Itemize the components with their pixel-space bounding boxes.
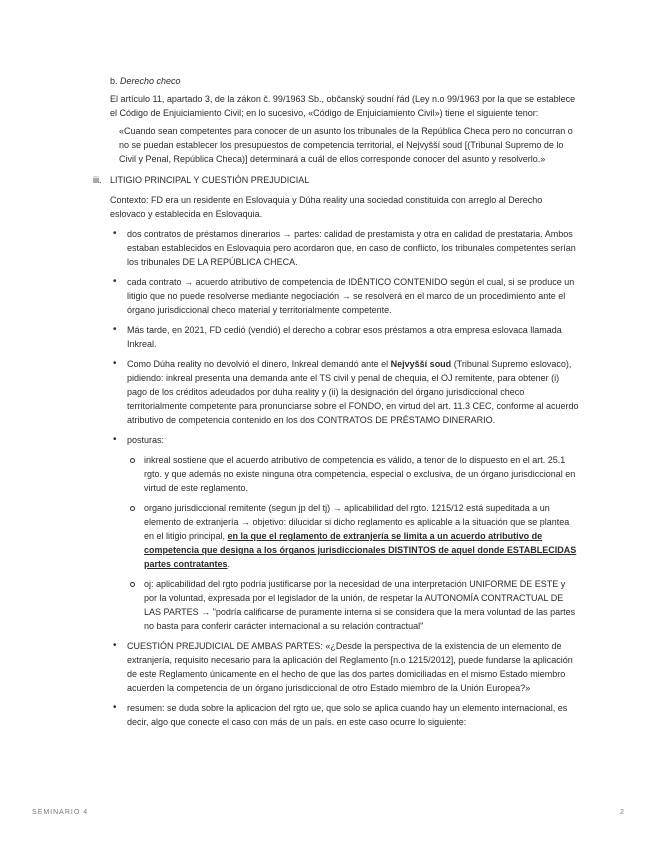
subsection-marker: b. <box>110 76 118 86</box>
subsection-title: Derecho checo <box>120 76 181 86</box>
page-number: 2 <box>620 809 624 816</box>
bullet-list <box>110 227 580 729</box>
context-paragraph: Contexto: FD era un residente en Eslovaquia y Dúha reality una sociedad constituida con arreglo al Derecho eslovaco y establecida en Eslovaquia. <box>110 195 543 219</box>
position-oj: oj: aplicabilidad del rgto podría justificarse por la necesidad de una interpretación UNIFORME DE ESTE y por la voluntad, expresada por el legislador de la unión, de respetar la AUTONOMÍA CONTRACTUAL DE LAS PARTES → "podría calificarse de puramente interna si se considera que la mera voluntad de las partes no basta para conferir carácter internacional a su relación contractual" <box>127 577 580 633</box>
checo-paragraph: El artículo 11, apartado 3, de la zákon č. 99/1963 Sb., občanský soudní řád (Ley n.o 99/1963 por la que se establece el Código de Enjuiciamiento Civil; en lo sucesivo, «Código de Enjuiciamiento Civil») tiene el siguiente tenor: <box>110 94 576 118</box>
bullet-positions: • posturas: inkreal sostiene que el acuerdo atributivo de competencia es válido, a tenor de lo dispuesto en el art. 25.1 rgto. y que además no existe ninguna otra competencia, especial o exclusiva, de un órgano jurisdiccional en virtud de este reglamento. organo jurisdiccional remitente (segun jp del tj) → aplicabilidad del rgto. 1215/12 está supeditada a un elemento de extranjería → objetivo: dilucidar si dicho reglamento es aplicable a la situación que se plantea en el litigio principal, en la que el reglamento de extranjería se limita a un acuerdo atributivo de competencia que designa a los órganos jurisdiccionales DISTINTOS de aquel donde ESTABLECIDAS partes contratantes. oj: aplicabilidad del rgto podría justificarse por la necesidad de una interpretación UNIFORME DE ESTE y por la voluntad, expresada por el legislador de la unión, de respetar la AUTONOMÍA CONTRACTUAL DE LAS PARTES → "podría calificarse de puramente interna si se considera que la mera voluntad de las partes no basta para conferir carácter internacional a su relación contractual" <box>110 433 580 633</box>
bullet-preliminary-question: • CUESTIÓN PREJUDICIAL DE AMBAS PARTES: «¿Desde la perspectiva de la existencia de un elemento de extranjería, requisito necesario para la aplicación del Reglamento [n.o 1215/2012], puede fundarse la aplicación de este Reglamento únicamente en el hecho de que las dos partes domiciliadas en el mismo Estado miembro acuerden la competencia de un órgano jurisdiccional de otro Estado miembro de la Unión Europea?» <box>110 639 580 695</box>
bullet-contracts: • dos contratos de préstamos dinerarios → partes: calidad de prestamista y otra en calidad de prestataria. Ambos estaban establecidos en Eslovaquia pero acordaron que, en caso de conflicto, los tribunales competentes serían los tribunales DE LA REPÚBLICA CHECA. <box>110 227 580 269</box>
footer-label: SEMINARIO 4 <box>32 809 89 816</box>
page-content <box>93 74 580 729</box>
highlighted-text: en la que el reglamento de extranjería se limita a un acuerdo atributivo de competencia que designa a los órganos jurisdiccionales DISTINTOS de aquel donde ESTABLECIDAS partes contratantes <box>144 531 577 569</box>
section-heading <box>93 173 580 187</box>
positions-sublist <box>127 453 580 633</box>
checo-quote: «Cuando sean competentes para conocer de un asunto los tribunales de la República Checa pero no concurran o no se puedan establecer los presupuestos de competencia territorial, el Nejvyšší soud [(Tribunal Supremo de lo Civil y Penal, República Checa)] determinará a cuál de ellos corresponde conocer del asunto y resolverlo.» <box>119 126 573 164</box>
bullet-summary: • resumen: se duda sobre la aplicacion del rgto ue, que solo se aplica cuando hay un elemento internacional, es decir, algo que conecte el caso con más de un país. en este caso ocurre lo siguiente: <box>110 701 580 729</box>
position-referring-court: organo jurisdiccional remitente (segun jp del tj) → aplicabilidad del rgto. 1215/12 está supeditada a un elemento de extranjería → objetivo: dilucidar si dicho reglamento es aplicable a la situación que se plantea en el litigio principal, en la que el reglamento de extranjería se limita a un acuerdo atributivo de competencia que designa a los órganos jurisdiccionales DISTINTOS de aquel donde ESTABLECIDAS partes contratantes. <box>127 501 580 571</box>
section-marker: iii. <box>93 175 102 185</box>
court-name: Nejvyšší soud <box>390 359 452 369</box>
bullet-agreement: • cada contrato → acuerdo atributivo de competencia de IDÉNTICO CONTENIDO según el cual, si se produce un litigio que no puede resolverse mediante negociación → se resolverá en el marco de un procedimiento ante el órgano jurisdiccional checo material y territorialmente competente. <box>110 275 580 317</box>
section-title: LITIGIO PRINCIPAL Y CUESTIÓN PREJUDICIAL <box>110 175 310 185</box>
bullet-claim: • Como Dúha reality no devolvió el dinero, Inkreal demandó ante el Nejvyšší soud (Tribunal Supremo eslovaco), pidiendo: inkreal presenta una demanda ante el TS civil y penal de chequia, el OJ remitente, para obtener (i) pago de los créditos adeudados por duha reality y (ii) la designación del órgano jurisdiccional checo territorialmente competente para pronunciarse sobre el FONDO, en virtud del art. 11.3 CEC, conforme al acuerdo atributivo de competencia contenido en los dos CONTRATOS DE PRÉSTAMO DINERARIO. <box>110 357 580 427</box>
subsection-heading <box>110 74 580 88</box>
position-inkreal: inkreal sostiene que el acuerdo atributivo de competencia es válido, a tenor de lo dispuesto en el art. 25.1 rgto. y que además no existe ninguna otra competencia, especial o exclusiva, de un órgano jurisdiccional en virtud de este reglamento. <box>127 453 580 495</box>
bullet-assignment: • Más tarde, en 2021, FD cedió (vendió) el derecho a cobrar esos préstamos a otra empresa eslovaca llamada Inkreal. <box>110 323 580 351</box>
